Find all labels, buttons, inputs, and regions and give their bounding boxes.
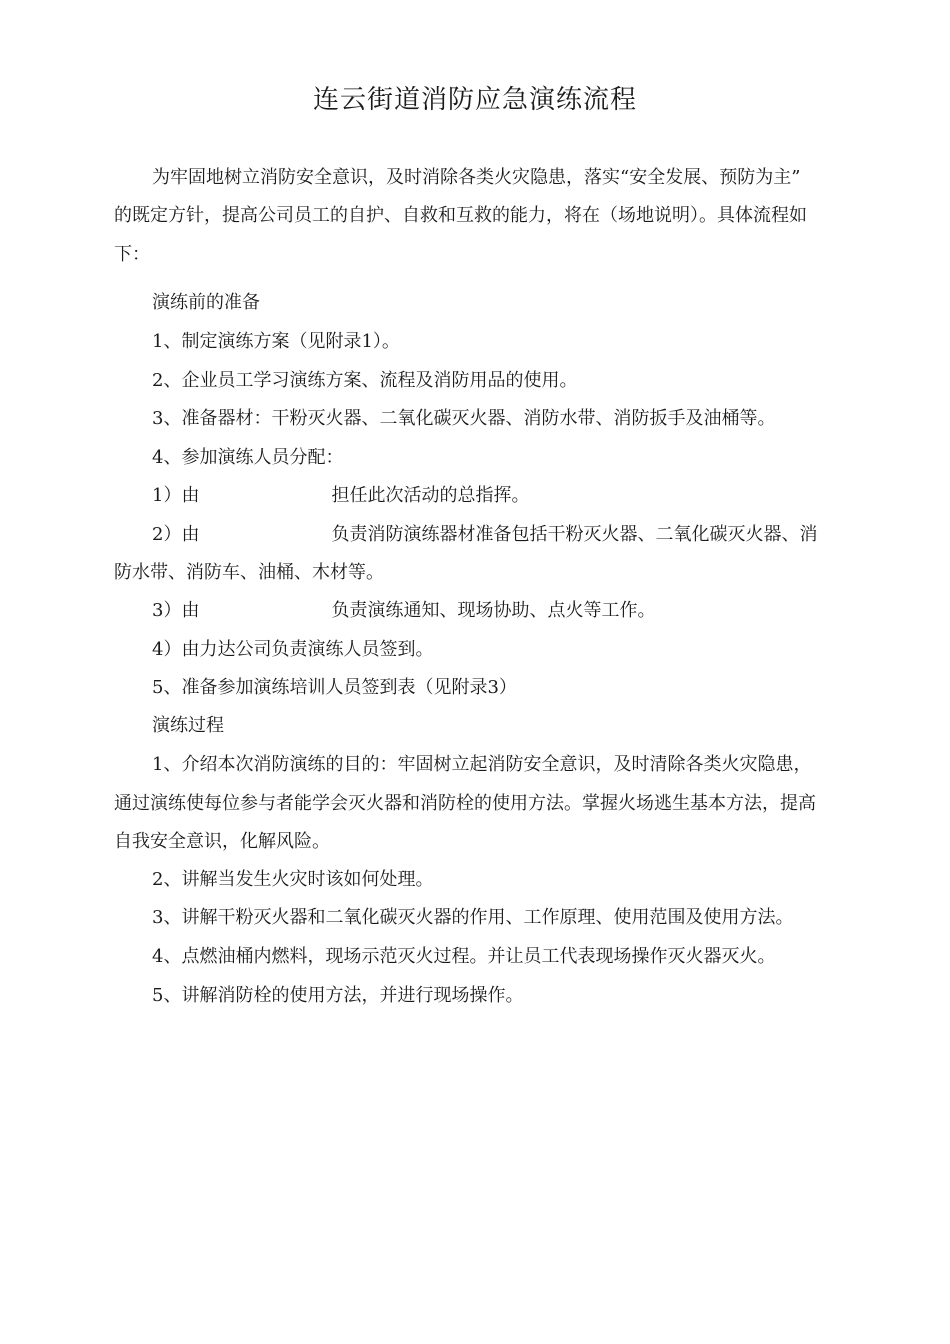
prep-sub-4: 4）由力达公司负责演练人员签到。 (152, 639, 434, 660)
process-heading: 演练过程 (152, 715, 224, 736)
prep-sub-1 (152, 484, 529, 508)
process-item-5: 5、讲解消防栓的使用方法，并进行现场操作。 (152, 985, 524, 1006)
prep-sub-3-prefix: 3）由 (152, 600, 200, 621)
process-item-1-line-1: 1、介绍本次消防演练的目的：牢固树立起消防安全意识，及时清除各类火灾隐患， (152, 754, 812, 775)
process-item-1-line-2: 通过演练使每位参与者能学会灭火器和消防栓的使用方法。掌握火场逃生基本方法，提高 (114, 793, 816, 814)
prep-sub-2-prefix: 2）由 (152, 524, 200, 545)
intro-line-3: 下： (114, 244, 150, 265)
prep-item-3: 3、准备器材：干粉灭火器、二氧化碳灭火器、消防水带、消防扳手及油桶等。 (152, 408, 776, 429)
prep-sub-1-prefix: 1）由 (152, 485, 200, 506)
prep-sub-2 (152, 523, 817, 547)
process-item-1-line-3: 自我安全意识，化解风险。 (114, 831, 330, 852)
intro-line-2: 的既定方针，提高公司员工的自护、自救和互救的能力，将在（场地说明）。具体流程如 (114, 205, 807, 226)
prep-sub-1-text: 担任此次活动的总指挥。 (331, 485, 530, 506)
prep-heading: 演练前的准备 (152, 292, 260, 313)
process-item-2: 2、讲解当发生火灾时该如何处理。 (152, 869, 434, 890)
prep-sub-2-text: 负责消防演练器材准备包括干粉灭火器、二氧化碳灭火器、消 (331, 524, 818, 545)
prep-sub-3 (152, 599, 655, 623)
process-item-4: 4、点燃油桶内燃料，现场示范灭火过程。并让员工代表现场操作灭火器灭火。 (152, 946, 776, 967)
prep-item-2: 2、企业员工学习演练方案、流程及消防用品的使用。 (152, 370, 578, 391)
prep-item-4: 4、参加演练人员分配： (152, 447, 344, 468)
prep-sub-3-text: 负责演练通知、现场协助、点火等工作。 (331, 600, 656, 621)
document-title: 连云街道消防应急演练流程 (312, 85, 637, 115)
prep-sub-2-continued: 防水带、消防车、油桶、木材等。 (114, 562, 384, 583)
prep-item-5: 5、准备参加演练培训人员签到表（见附录3） (152, 677, 517, 698)
prep-item-1: 1、制定演练方案（见附录1）。 (152, 331, 400, 352)
intro-line-1: 为牢固地树立消防安全意识，及时消除各类火灾隐患，落实“安全发展、预防为主” (152, 167, 801, 188)
process-item-3: 3、讲解干粉灭火器和二氧化碳灭火器的作用、工作原理、使用范围及使用方法。 (152, 907, 794, 928)
